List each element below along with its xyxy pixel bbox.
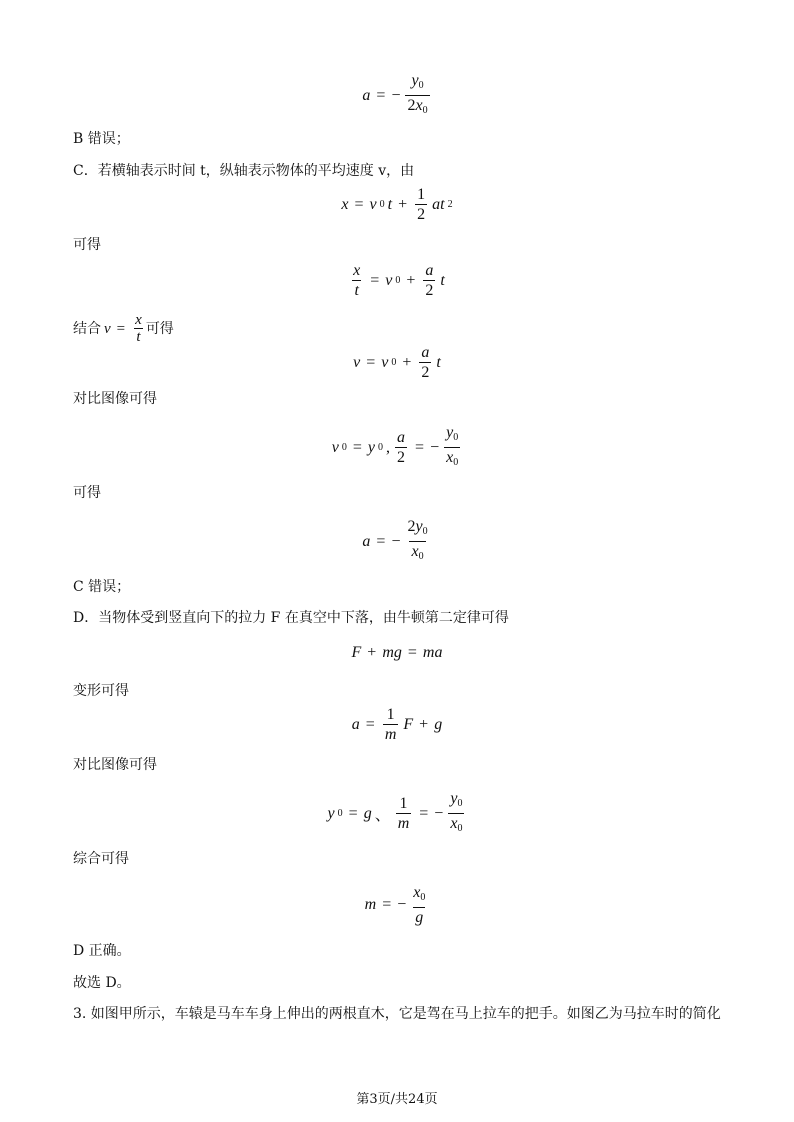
- choose-text: 故选 D。: [73, 975, 131, 991]
- b-wrong-text: B 错误；: [73, 131, 130, 147]
- keyide-text: 可得: [73, 237, 101, 253]
- compare1-text: 对比图像可得: [73, 391, 157, 407]
- synth-text: 综合可得: [73, 851, 129, 867]
- equation-a-eq-neg-2y0-over-x0: a = − $\frac{2y_0}{x_0}$: [0, 518, 794, 565]
- equation-v-eq-v0-plus-at: v = v 0 + $\frac{a}{2}$ t: [353, 344, 441, 381]
- d-intro-text: D．当物体受到竖直向下的拉力 F 在真空中下落，由牛顿第二定律可得: [73, 610, 509, 626]
- c-wrong-text: C 错误；: [73, 579, 131, 595]
- equation-compare-c: v 0 = y 0 , $\frac{a}{2}$ = − $\frac{y_0}{x_0}$: [0, 424, 794, 471]
- transform-text: 变形可得: [73, 683, 129, 699]
- equation-x-over-t: $\frac{x}{t}$ = v 0 + $\frac{a}{2}$ t: [353, 262, 445, 299]
- equation-displacement: x = v 0 t + $\frac{1}{2}$ at 2: [341, 186, 453, 223]
- equation-m-eq-neg-x0-over-g: m = − $\frac{x_0}{g}$: [364, 884, 426, 926]
- equation-compare-d: y 0 = g 、 $\frac{1}{m}$ = − $\frac{y_0}{x_0}$: [0, 790, 794, 837]
- question-3-text: 3. 如图甲所示，车辕是马车车身上伸出的两根直木，它是驾在马上拉车的把手。如图乙为马拉车时的简化: [73, 1006, 721, 1022]
- combine-line: [73, 312, 174, 345]
- combine-prefix: 结合: [73, 320, 101, 337]
- combine-suffix: 可得: [145, 320, 174, 337]
- page-footer: 第3页/共24页: [356, 1092, 438, 1107]
- d-right-text: D 正确。: [73, 943, 131, 959]
- c-intro-text: C．若横轴表示时间 t，纵轴表示物体的平均速度 v，由: [73, 163, 415, 179]
- compare2-text: 对比图像可得: [73, 757, 157, 773]
- keyide2-text: 可得: [73, 485, 101, 501]
- equation-newton-second-law: F + mg = ma: [351, 644, 443, 661]
- equation-a-eq-f-over-m-plus-g: a = $\frac{1}{m}$ F + g: [351, 706, 443, 743]
- equation-a-eq-neg-y0-over-2x0: a = − $\frac{y_0}{2x_0}$: [0, 72, 794, 119]
- inline-v-eq-x-over-t: v = $\frac{x}{t}$: [104, 312, 142, 345]
